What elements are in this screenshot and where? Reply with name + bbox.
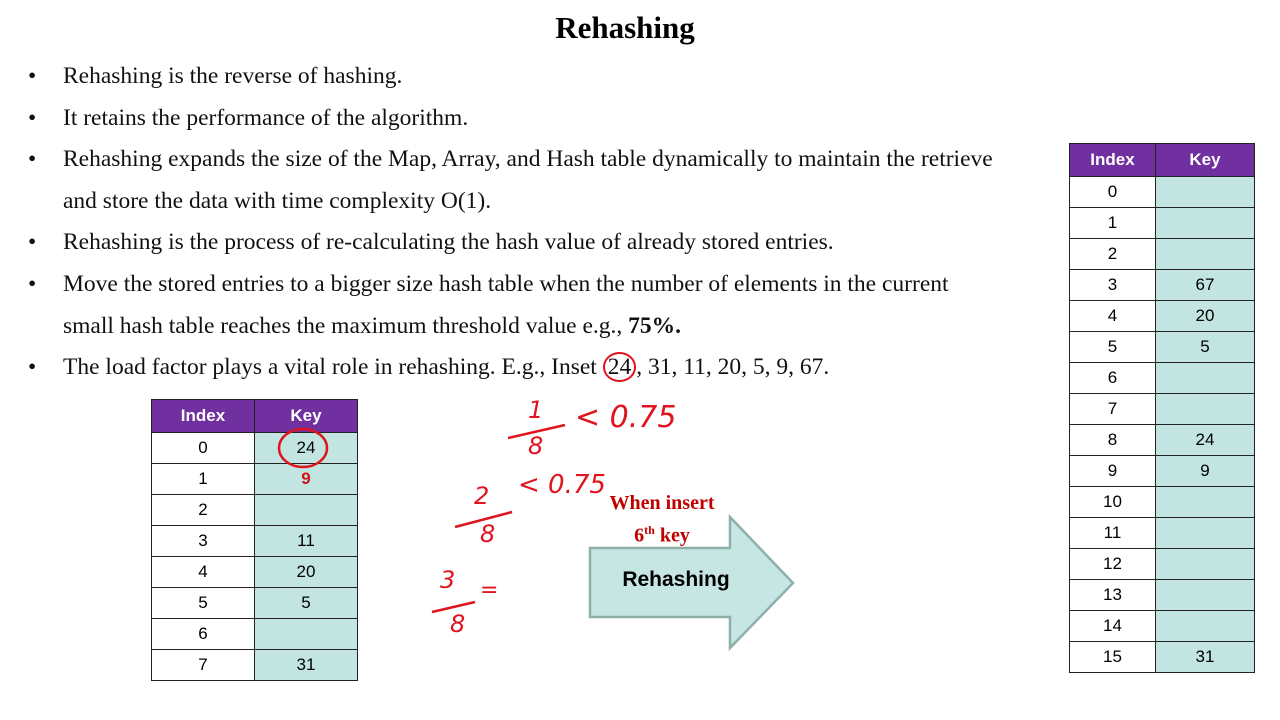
insert-note: When insert 6th key (609, 492, 715, 547)
index-cell: 1 (1070, 208, 1156, 239)
key-cell: 5 (255, 588, 358, 619)
circle-annotation (279, 429, 327, 467)
index-cell: 7 (1070, 394, 1156, 425)
key-cell: 24 (1156, 425, 1255, 456)
index-cell: 0 (152, 433, 255, 464)
index-cell: 15 (1070, 642, 1156, 673)
circled-key: 24 (603, 352, 637, 382)
annotation-compare-1: < 0.75 (575, 400, 677, 435)
key-cell: 9 (255, 464, 358, 495)
index-cell: 7 (152, 650, 255, 681)
index-cell: 4 (1070, 301, 1156, 332)
annotation-compare-3: = (480, 578, 499, 603)
index-cell: 2 (1070, 239, 1156, 270)
annotation-fraction-2: 2 (474, 482, 490, 510)
slide-title: Rehashing (555, 10, 695, 45)
column-header-key: Key (1156, 144, 1255, 177)
column-header-key: Key (255, 400, 358, 433)
bullet-item: • It retains the performance of the algorithm. (28, 104, 469, 131)
annotation-fraction-1: 1 (528, 396, 544, 424)
index-cell: 6 (1070, 363, 1156, 394)
index-cell: 3 (1070, 270, 1156, 301)
arrow-label: Rehashing (622, 568, 730, 591)
index-cell: 9 (1070, 456, 1156, 487)
bullet-item: • Rehashing expands the size of the Map, Array, and Hash table dynamically to maintain the retrieve and store the data with time complexity O(1). (28, 146, 993, 214)
key-cell: 20 (1156, 301, 1255, 332)
column-header-index: Index (1070, 144, 1156, 177)
annotation-fraction-2: 8 (480, 520, 496, 548)
annotation-fraction-3: 3 (440, 566, 456, 594)
index-cell: 10 (1070, 487, 1156, 518)
key-cell: 20 (255, 557, 358, 588)
annotation-compare-2: < 0.75 (518, 470, 606, 500)
bullet-item: • Rehashing is the reverse of hashing. (28, 63, 403, 89)
bullet-item: • The load factor plays a vital role in rehashing. E.g., Inset 24 , 31, 11, 20, 5, 9, 67. (28, 354, 830, 381)
index-cell: 13 (1070, 580, 1156, 611)
key-cell: 5 (1156, 332, 1255, 363)
annotation-fraction-3: 8 (450, 610, 466, 638)
key-cell: 67 (1156, 270, 1255, 301)
index-cell: 12 (1070, 549, 1156, 580)
index-cell: 11 (1070, 518, 1156, 549)
index-cell: 2 (152, 495, 255, 526)
index-cell: 4 (152, 557, 255, 588)
key-cell: 9 (1156, 456, 1255, 487)
bullet-item: • Move the stored entries to a bigger size hash table when the number of elements in the current small hash table reaches the maximum threshold value e.g., 75%. (28, 270, 949, 339)
index-cell: 5 (1070, 332, 1156, 363)
key-cell: 24 (255, 433, 358, 464)
index-cell: 1 (152, 464, 255, 495)
annotation-fraction-1: 8 (528, 432, 544, 460)
column-header-index: Index (152, 400, 255, 433)
index-cell: 5 (152, 588, 255, 619)
index-cell: 14 (1070, 611, 1156, 642)
key-cell: 31 (255, 650, 358, 681)
key-cell: 31 (1156, 642, 1255, 673)
index-cell: 3 (152, 526, 255, 557)
index-cell: 6 (152, 619, 255, 650)
index-cell: 8 (1070, 425, 1156, 456)
index-cell: 0 (1070, 177, 1156, 208)
bullet-item: • Rehashing is the process of re-calculating the hash value of already stored entries. (28, 229, 834, 256)
key-cell: 11 (255, 526, 358, 557)
